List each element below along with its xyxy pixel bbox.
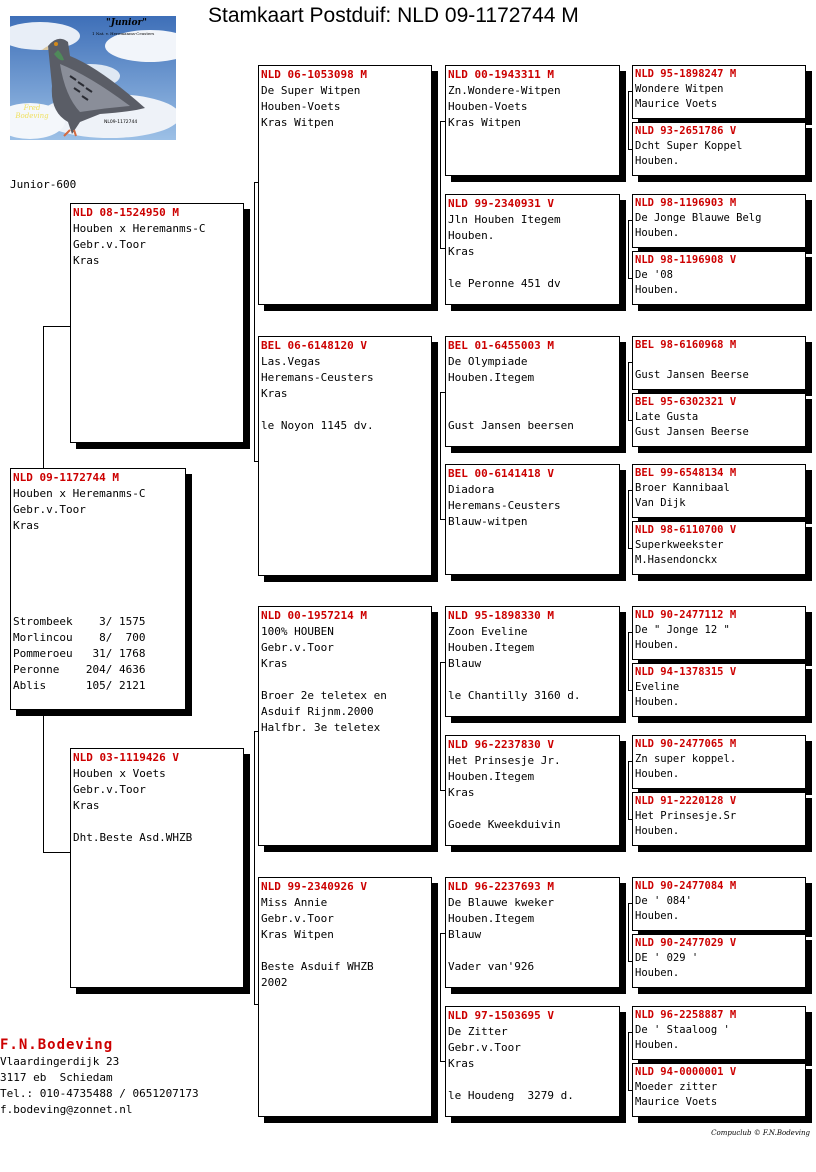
great-grandparent-card-line: Zn.Wondere-Witpen [448,84,561,97]
ancestor-card-ring: NLD 94-1378315 V [635,666,737,678]
mother-line: Gebr.v.Toor [73,783,146,796]
ancestor-card-ring: NLD 95-1898247 M [635,68,737,80]
subject-line [13,598,183,614]
grandparent-card [258,877,432,1117]
connector-line [254,731,255,1004]
logo-caption: Fred Bodeving [15,104,49,120]
grandparent-card-line: Gebr.v.Toor [261,641,334,654]
ancestor-card-line: Broer Kannibaal [635,482,730,494]
ancestor-card-line: Late Gusta [635,411,699,423]
ancestor-card-ring: NLD 90-2477112 M [635,609,737,621]
pigeon-photo [10,16,176,140]
great-grandparent-card [445,65,620,176]
connector-line [440,121,441,248]
ancestor-card-line: Maurice Voets [635,1096,718,1108]
connector-line [440,933,441,1061]
ancestor-card-line: Houben. [635,967,680,979]
breeder-line: Vlaardingerdijk 23 [0,1055,120,1068]
ancestor-card-line: Maurice Voets [635,98,718,110]
ancestor-card-line: De " Jonge 12 " [635,624,730,636]
great-grandparent-card-line: Kras Witpen [448,116,521,129]
subject-line: Strombeek 3/ 1575 [13,615,146,628]
grandparent-card-line: Heremans-Ceusters [261,371,374,384]
ancestor-card-line: Houben. [635,284,680,296]
ancestor-card-ring: NLD 94-0000001 V [635,1066,737,1078]
ancestor-card-ring: NLD 90-2477084 M [635,880,737,892]
great-grandparent-card [445,336,620,447]
ancestor-card-ring: NLD 93-2651786 V [635,125,737,137]
great-grandparent-card-line: Zoon Eveline [448,625,528,638]
great-grandparent-card-line: Houben-Voets [448,100,528,113]
great-grandparent-card-ring: NLD 00-1943311 M [448,68,554,81]
great-grandparent-card-ring: BEL 01-6455003 M [448,339,554,352]
connector-line [628,490,629,548]
grandparent-card-line: 2002 [261,976,288,989]
breeder-line: Tel.: 010-4735488 / 0651207173 [0,1087,199,1100]
logo-pigeon-name: "Junior" [106,18,147,28]
grandparent-card-line: Kras Witpen [261,116,334,129]
great-grandparent-card-ring: NLD 95-1898330 M [448,609,554,622]
mother-card [70,748,244,988]
subject-line: Kras [13,519,40,532]
ancestor-card-ring: BEL 95-6302321 V [635,396,737,408]
ancestor-card-line: Houben. [635,639,680,651]
subject-line [13,566,183,582]
ancestor-card [632,877,806,931]
ancestor-card [632,1063,806,1117]
great-grandparent-card [445,1006,620,1117]
great-grandparent-card-line: le Houdeng 3279 d. [448,1089,574,1102]
great-grandparent-card-line: le Peronne 451 dv [448,277,561,290]
great-grandparent-card-ring: NLD 97-1503695 V [448,1009,554,1022]
grandparent-card [258,65,432,305]
grandparent-card-line: Broer 2e teletex en [261,689,387,702]
grandparent-card-ring: NLD 99-2340926 V [261,880,367,893]
great-grandparent-card [445,877,620,988]
great-grandparent-card-line [448,386,617,402]
subject-line: Houben x Heremanms-C [13,487,146,500]
connector-line [628,761,629,819]
ancestor-card-line: Houben. [635,696,680,708]
ancestor-card-ring: NLD 98-6110700 V [635,524,737,536]
ancestor-card-line: Het Prinsesje.Sr [635,810,737,822]
ancestor-card-line: De ' Staaloog ' [635,1024,730,1036]
ancestor-card-line: Wondere Witpen [635,83,724,95]
connector-line [628,1032,629,1090]
subject-line: Gebr.v.Toor [13,503,86,516]
grandparent-card-line: Gebr.v.Toor [261,912,334,925]
grandparent-card-line: Houben-Voets [261,100,341,113]
great-grandparent-card-line [448,672,617,688]
great-grandparent-card-line: Gebr.v.Toor [448,1041,521,1054]
grandparent-card-line: Las.Vegas [261,355,321,368]
great-grandparent-card-line [448,943,617,959]
great-grandparent-card [445,194,620,305]
ancestor-card-line: Gust Jansen Beerse [635,369,749,381]
great-grandparent-card-line: Kras [448,1057,475,1070]
great-grandparent-card-line: Diadora [448,483,495,496]
great-grandparent-card-line: Heremans-Ceusters [448,499,561,512]
ancestor-card-line: Van Dijk [635,497,686,509]
ancestor-card-ring: NLD 90-2477065 M [635,738,737,750]
great-grandparent-card [445,606,620,717]
great-grandparent-card [445,735,620,846]
connector-line [440,392,441,519]
ancestor-card-line: Dcht Super Koppel [635,140,743,152]
grandparent-card-line: Miss Annie [261,896,328,909]
grandparent-card-line [261,672,429,688]
ancestor-card-line: Gust Jansen Beerse [635,426,749,438]
father-card [70,203,244,443]
great-grandparent-card-line [448,402,617,418]
subject-line: Morlincou 8/ 700 [13,631,146,644]
mother-ring: NLD 03-1119426 V [73,751,179,764]
ancestor-card-line: M.Hasendonckx [635,554,718,566]
ancestor-card [632,65,806,119]
great-grandparent-card-line [448,1072,617,1088]
father-line: Houben x Heremanms-C [73,222,206,235]
ancestor-card [632,663,806,717]
great-grandparent-card-ring: NLD 96-2237830 V [448,738,554,751]
ancestor-card-ring: NLD 96-2258887 M [635,1009,737,1021]
page-title: Stamkaart Postduif: NLD 09-1172744 M [208,4,579,27]
grandparent-card-line: Kras [261,387,288,400]
ancestor-card-line: Houben. [635,1039,680,1051]
breeder-line: 3117 eb Schiedam [0,1071,113,1084]
ancestor-card [632,251,806,305]
great-grandparent-card-line: Houben.Itegem [448,912,535,925]
mother-line [73,814,241,830]
grandparent-card-line: Asduif Rijnm.2000 [261,705,374,718]
connector-line [440,662,441,790]
great-grandparent-card-line: Houben.Itegem [448,371,535,384]
connector-line [628,220,629,278]
ancestor-card [632,735,806,789]
grandparent-card-line: Kras Witpen [261,928,334,941]
great-grandparent-card-line [448,801,617,817]
grandparent-card-line: le Noyon 1145 dv. [261,419,374,432]
great-grandparent-card-line: Gust Jansen beersen [448,419,574,432]
father-line: Kras [73,254,100,267]
connector-line [43,852,70,853]
great-grandparent-card-ring: BEL 00-6141418 V [448,467,554,480]
connector-line [43,326,44,468]
grandparent-card-line: Beste Asduif WHZB [261,960,374,973]
father-ring: NLD 08-1524950 M [73,206,179,219]
ancestor-card-line: De ' 084' [635,895,692,907]
logo-ring: NL09-1172744 [104,120,138,125]
great-grandparent-card-ring: NLD 96-2237693 M [448,880,554,893]
grandparent-card-line: Kras [261,657,288,670]
connector-line [254,182,255,461]
grandparent-card [258,606,432,846]
great-grandparent-card [445,464,620,575]
ancestor-card-line: DE ' 029 ' [635,952,699,964]
grandparent-card-line: De Super Witpen [261,84,361,97]
ancestor-card-line: Houben. [635,910,680,922]
ancestor-card [632,194,806,248]
mother-line: Kras [73,799,100,812]
ancestor-card-ring: NLD 98-1196903 M [635,197,737,209]
ancestor-card-line: Moeder zitter [635,1081,718,1093]
father-line: Gebr.v.Toor [73,238,146,251]
ancestor-card-line: Houben. [635,155,680,167]
ancestor-card [632,934,806,988]
great-grandparent-card-line: De Blauwe kweker [448,896,554,909]
ancestor-card-line: De '08 [635,269,673,281]
grandparent-card-line [261,402,429,418]
great-grandparent-card-line: Houben.Itegem [448,641,535,654]
connector-line [43,710,44,852]
great-grandparent-card-line: Kras [448,786,475,799]
great-grandparent-card-line: le Chantilly 3160 d. [448,689,581,702]
ancestor-card [632,393,806,447]
ancestor-card [632,336,806,390]
great-grandparent-card-line: Het Prinsesje Jr. [448,754,561,767]
mother-line: Houben x Voets [73,767,166,780]
connector-line [628,903,629,961]
logo-line: 1 Nat. v. Heremanms-Ceusters [92,31,155,36]
great-grandparent-card-line: Kras [448,245,475,258]
connector-line [628,362,629,420]
great-grandparent-card-line: De Olympiade [448,355,528,368]
great-grandparent-card-line: Blauw-witpen [448,515,528,528]
grandparent-card-line: Halfbr. 3e teletex [261,721,381,734]
breeder-info [0,1036,199,1118]
ancestor-card [632,122,806,176]
grandparent-card [258,336,432,576]
ancestor-card-ring: BEL 98-6160968 M [635,339,737,351]
ancestor-card [632,464,806,518]
mother-line: Dht.Beste Asd.WHZB [73,831,193,844]
subject-line: Peronne 204/ 4636 [13,663,146,676]
ancestor-card [632,1006,806,1060]
great-grandparent-card-line: Goede Kweekduivin [448,818,561,831]
connector-line [628,632,629,690]
subject-line [13,550,183,566]
connector-line [43,326,70,327]
connector-line [628,91,629,149]
subject-line: Pommeroeu 31/ 1768 [13,647,146,660]
ancestor-card-ring: NLD 91-2220128 V [635,795,737,807]
subject-line [13,582,183,598]
great-grandparent-card-line: Jln Houben Itegem [448,213,561,226]
great-grandparent-card-line: Houben. [448,229,495,242]
great-grandparent-card-line: Houben.Itegem [448,770,535,783]
ancestor-card-ring: NLD 90-2477029 V [635,937,737,949]
grandparent-card-ring: BEL 06-6148120 V [261,339,367,352]
ancestor-card-line: Superkweekster [635,539,724,551]
ancestor-card-ring: BEL 99-6548134 M [635,467,737,479]
grandparent-card-ring: NLD 06-1053098 M [261,68,367,81]
subject-card [10,468,186,710]
great-grandparent-card-line: Vader van'926 [448,960,535,973]
ancestor-card-line [635,353,803,368]
ancestor-card [632,792,806,846]
great-grandparent-card-line: Blauw [448,928,482,941]
subject-ring: NLD 09-1172744 M [13,471,119,484]
grandparent-card-ring: NLD 00-1957214 M [261,609,367,622]
subject-tag: Junior-600 [10,178,77,191]
ancestor-card-line: Zn super koppel. [635,753,737,765]
ancestor-card-line: Houben. [635,825,680,837]
grandparent-card-line [261,943,429,959]
footer-credit: Compuclub © F.N.Bodeving [711,1129,810,1137]
ancestor-card-line: De Jonge Blauwe Belg [635,212,762,224]
great-grandparent-card-line [448,260,617,276]
great-grandparent-card-line: De Zitter [448,1025,508,1038]
great-grandparent-card-ring: NLD 99-2340931 V [448,197,554,210]
subject-line [13,534,183,550]
ancestor-card [632,606,806,660]
breeder-name: F.N.Bodeving [0,1037,114,1053]
ancestor-card-ring: NLD 98-1196908 V [635,254,737,266]
grandparent-card-line: 100% HOUBEN [261,625,334,638]
subject-line: Ablis 105/ 2121 [13,679,146,692]
ancestor-card-line: Houben. [635,768,680,780]
breeder-line: f.bodeving@zonnet.nl [0,1103,133,1116]
ancestor-card-line: Eveline [635,681,680,693]
ancestor-card-line: Houben. [635,227,680,239]
great-grandparent-card-line: Blauw [448,657,482,670]
ancestor-card [632,521,806,575]
